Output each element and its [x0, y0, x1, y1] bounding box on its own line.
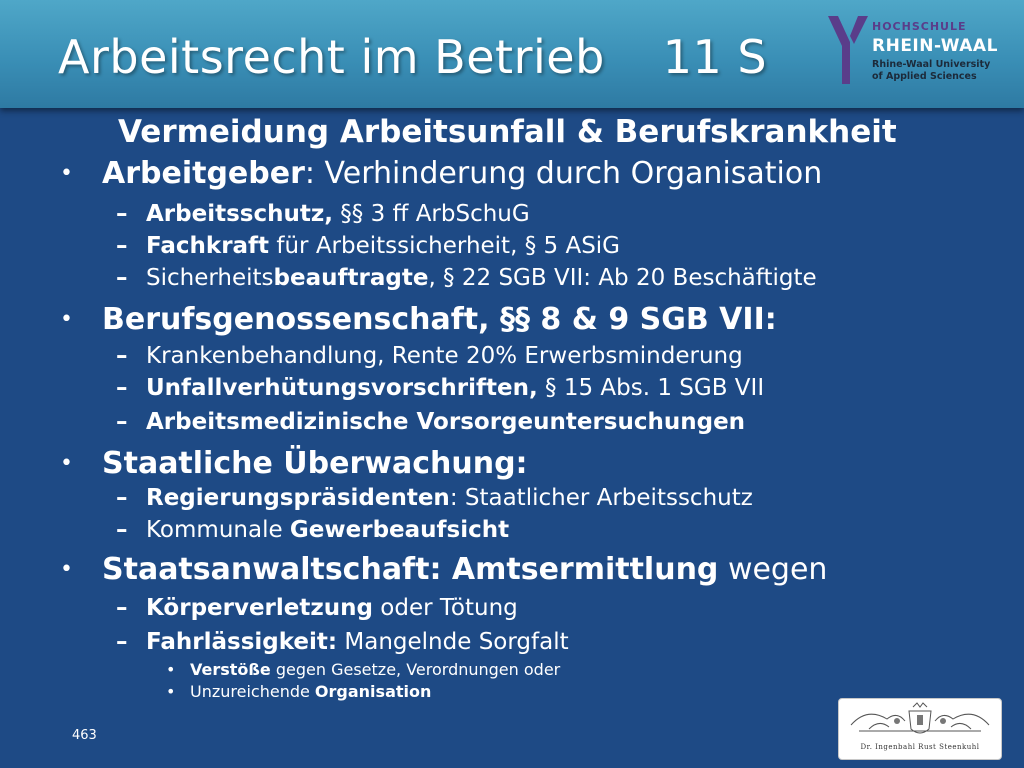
dash-icon: –	[116, 485, 128, 511]
law-firm-seal	[838, 698, 1002, 760]
subbullet-text: : Staatlicher Arbeitsschutz	[449, 485, 753, 511]
seal-caption: Dr. Ingenbahl Rust Steenkuhl	[860, 743, 980, 751]
subbullet-bold: Fahrlässigkeit:	[146, 629, 338, 655]
subbullet-bold: Arbeitsschutz,	[146, 201, 333, 227]
subsubbullet-bold: Verstöße	[190, 660, 271, 679]
subbullet-bold: Arbeitsmedizinische Vorsorgeuntersuchungen	[146, 409, 746, 435]
dash-icon: –	[116, 375, 128, 401]
subbullet-text: für Arbeitssicherheit, § 5 ASiG	[269, 233, 621, 259]
dash-icon: –	[116, 201, 128, 227]
subbullet-text: , § 22 SGB VII: Ab 20 Beschäftigte	[428, 265, 817, 291]
dash-icon: –	[116, 343, 128, 369]
subsubbullet-text: gegen Gesetze, Verordnungen oder	[270, 660, 561, 679]
subbullet-text: Mangelnde Sorgfalt	[337, 629, 569, 655]
title-text: Arbeitsrecht im Betrieb	[58, 30, 605, 84]
coat-of-arms-icon	[839, 699, 1001, 743]
subsubbullet-prefix: Unzureichende	[190, 682, 315, 701]
bullet-icon: •	[166, 682, 176, 701]
dash-icon: –	[116, 409, 128, 435]
subbullet-prefix: Sicherheits	[146, 265, 274, 291]
subbullet-bold: Regierungspräsidenten	[146, 485, 450, 511]
header-bar	[0, 0, 1024, 108]
subbullet-prefix: Kommunale	[146, 517, 290, 543]
dash-icon: –	[116, 629, 128, 655]
subbullet-text: Krankenbehandlung, Rente 20% Erwerbsminderung	[146, 343, 743, 369]
page-number: 463	[72, 728, 97, 743]
slide-subtitle: Vermeidung Arbeitsunfall & Berufskrankheit	[118, 114, 897, 150]
dash-icon: –	[116, 595, 128, 621]
bullet-icon: •	[60, 451, 73, 476]
bullet-icon: •	[60, 161, 73, 186]
bullet-bold: Staatsanwaltschaft: Amtsermittlung	[102, 552, 719, 587]
subbullet-bold: Fachkraft	[146, 233, 270, 259]
logo-subtitle	[872, 59, 990, 83]
subbullet-bold: Unfallverhütungsvorschriften,	[146, 375, 538, 401]
dash-icon: –	[116, 233, 128, 259]
slide-title	[58, 30, 767, 84]
logo-line-university: Rhine-Waal University	[872, 59, 991, 70]
subbullet-text: §§ 3 ff ArbSchuG	[332, 201, 530, 227]
logo-y-icon	[826, 14, 870, 86]
logo-line-hochschule: HOCHSCHULE	[872, 20, 967, 33]
bullet-icon: •	[60, 557, 73, 582]
subbullet-bold: beauftragte	[273, 265, 429, 291]
bullet-text: : Verhinderung durch Organisation	[304, 156, 823, 191]
dash-icon: –	[116, 265, 128, 291]
bullet-bold: Berufsgenossenschaft, §§ 8 & 9 SGB VII:	[102, 302, 777, 337]
bullet-text: wegen	[718, 552, 828, 587]
dash-icon: –	[116, 517, 128, 543]
subbullet-text: oder Tötung	[372, 595, 518, 621]
subbullet-bold: Körperverletzung	[146, 595, 373, 621]
subsubbullet-bold: Organisation	[314, 682, 432, 701]
title-section-number: 11 S	[662, 30, 768, 84]
bullet-icon: •	[166, 660, 176, 679]
bullet-bold: Arbeitgeber	[102, 156, 305, 191]
subbullet-text: § 15 Abs. 1 SGB VII	[537, 375, 765, 401]
logo-line-applied: of Applied Sciences	[872, 71, 977, 82]
logo-line-rhein-waal: RHEIN-WAAL	[872, 36, 998, 56]
bullet-icon: •	[60, 307, 73, 332]
subbullet-bold: Gewerbeaufsicht	[289, 517, 510, 543]
bullet-bold: Staatliche Überwachung:	[102, 446, 528, 481]
university-logo	[826, 14, 1002, 98]
